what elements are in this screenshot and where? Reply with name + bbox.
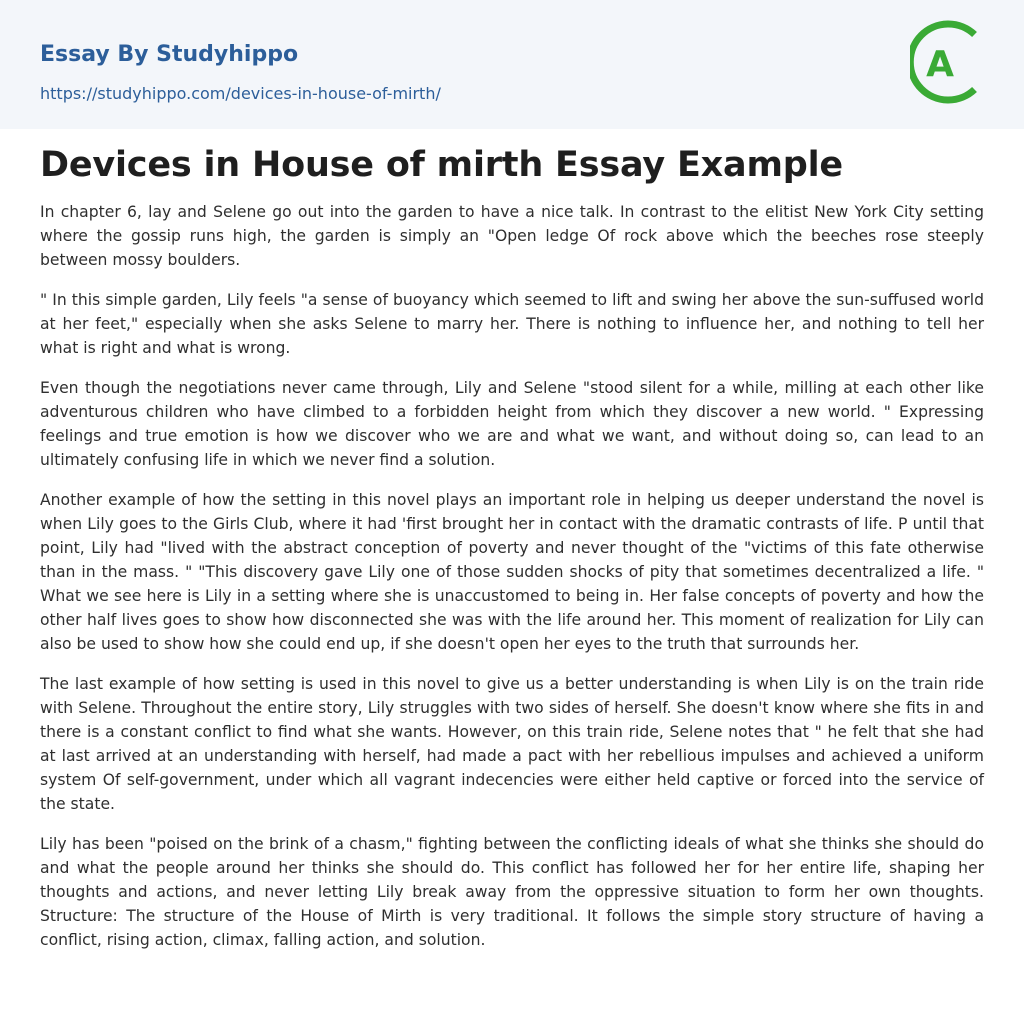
paragraph: Lily has been "poised on the brink of a chasm," fighting between the conflicting ideals of what she thinks she should do and what the people around her thinks she should do. This conflict has followed her for her entire life, shaping her thoughts and actions, and never letting Lily break away from the oppressive situation to form her own thoughts. Structure: The structure of the House of Mirth is very traditional. It follows the simple story structure of having a conflict, rising action, climax, falling action, and solution. [40, 835, 984, 949]
studyhippo-logo-icon[interactable] [910, 18, 988, 106]
page-url-link[interactable]: https://studyhippo.com/devices-in-house-of-mirth/ [40, 84, 441, 103]
page-title: Devices in House of mirth Essay Example [40, 145, 843, 185]
logo-letter: A [926, 44, 954, 85]
paragraph: In chapter 6, lay and Selene go out into the garden to have a nice talk. In contrast to the elitist New York City setting where the gossip runs high, the garden is simply an "Open ledge Of rock above which the beeches rose steeply between mossy boulders. [40, 203, 984, 269]
paragraph: " In this simple garden, Lily feels "a sense of buoyancy which seemed to lift and swing her above the sun-suffused world at her feet," especially when she asks Selene to marry her. There is nothing to influence her, and nothing to tell her what is right and what is wrong. [40, 291, 984, 357]
essay-body [40, 200, 984, 968]
site-brand[interactable]: Essay By Studyhippo [40, 42, 299, 67]
paragraph: The last example of how setting is used in this novel to give us a better understanding is when Lily is on the train ride with Selene. Throughout the entire story, Lily struggles with two sides of herself. She doesn't know where she fits in and there is a constant conflict to find what she wants. However, on this train ride, Selene notes that " he felt that she had at last arrived at an understanding with herself, had made a pact with her rebellious impulses and achieved a uniform system Of self-government, under which all vagrant indecencies were either held captive or forced into the service of the state. [40, 675, 984, 813]
site-header [0, 0, 1024, 129]
paragraph: Another example of how the setting in this novel plays an important role in helping us deeper understand the novel is when Lily goes to the Girls Club, where it had 'first brought her in contact with the dramatic contrasts of life. P until that point, Lily had "lived with the abstract conception of poverty and never thought of the "victims of this fate otherwise than in the mass. " "This discovery gave Lily one of those sudden shocks of pity that sometimes decentralized a life. " What we see here is Lily in a setting where she is unaccustomed to being in. Her false concepts of poverty and how the other half lives goes to show how disconnected she was with the life around her. This moment of realization for Lily can also be used to show how she could end up, if she doesn't open her eyes to the truth that surrounds her. [40, 491, 984, 653]
paragraph: Even though the negotiations never came through, Lily and Selene "stood silent for a while, milling at each other like adventurous children who have climbed to a forbidden height from which they discover a new world. " Expressing feelings and true emotion is how we discover who we are and what we want, and without doing so, can lead to an ultimately confusing life in which we never find a solution. [40, 379, 984, 469]
